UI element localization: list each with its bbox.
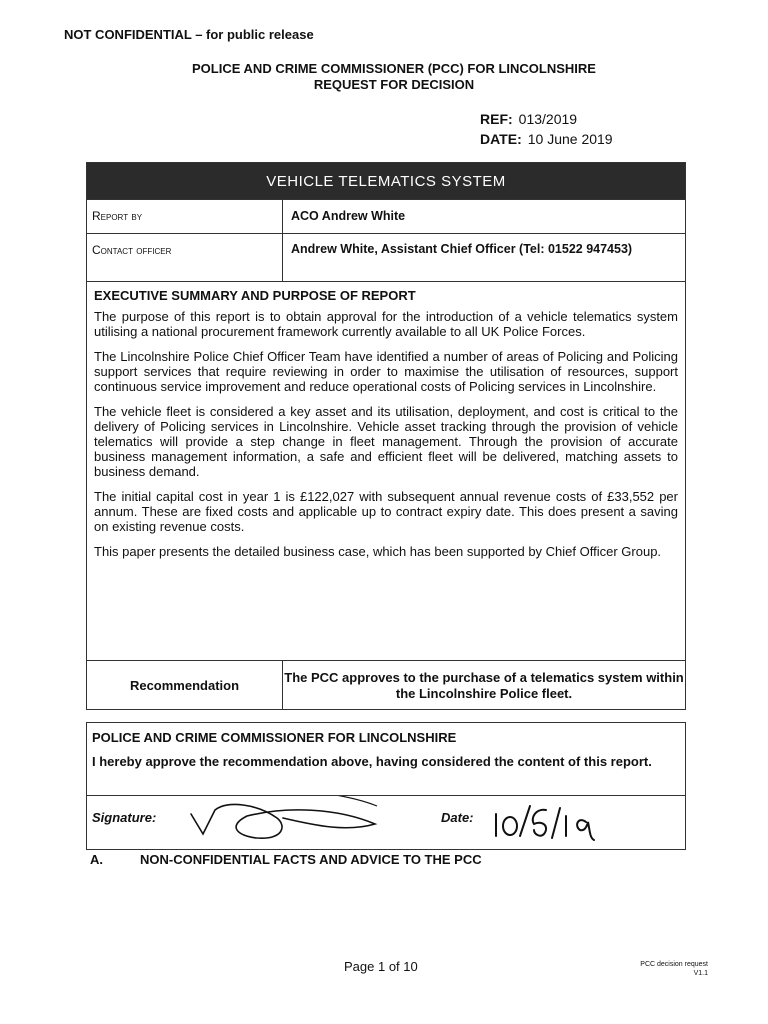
subject-header: VEHICLE TELEMATICS SYSTEM <box>87 163 685 199</box>
signature-row <box>87 795 685 849</box>
summary-paragraph: The purpose of this report is to obtain approval for the introduction of a vehicle telematics system utilising a national procurement framework currently available to all UK Police Forces. <box>94 309 678 339</box>
doc-type: PCC decision request <box>640 961 708 968</box>
reference <box>480 111 577 127</box>
date-label: DATE: <box>480 131 522 147</box>
recommendation-value: The PCC approves to the purchase of a telematics system within the Lincolnshire Police fleet. <box>284 670 684 701</box>
pcc-approval-text: I hereby approve the recommendation above, having considered the content of this report. <box>92 754 652 769</box>
pcc-approval-title: POLICE AND CRIME COMMISSIONER FOR LINCOLNSHIRE <box>92 730 457 745</box>
section-a-heading <box>90 852 482 867</box>
document-title: POLICE AND CRIME COMMISSIONER (PCC) FOR LINCOLNSHIRE <box>192 61 596 76</box>
section-a-title: NON-CONFIDENTIAL FACTS AND ADVICE TO THE PCC <box>140 852 482 867</box>
document-date <box>480 131 613 147</box>
section-a-number: A. <box>90 852 103 867</box>
signature-label: Signature: <box>92 810 157 825</box>
doc-version: V1.1 <box>693 970 708 977</box>
summary-paragraph: The Lincolnshire Police Chief Officer Team have identified a number of areas of Policing and Policing support services that require reviewing in order to maximise the utilisation of resources, support continuous service improvement and reduce operational costs of Policing services in Lincolnshire. <box>94 349 678 394</box>
confidentiality-notice: NOT CONFIDENTIAL – for public release <box>64 27 314 42</box>
contact-officer-label: Contact officer <box>87 234 283 281</box>
summary-paragraph: The initial capital cost in year 1 is £122,027 with subsequent annual revenue costs of £33,552 per annum. These are fixed costs and applicable up to contract expiry date. This does present a saving on existing revenue costs. <box>94 489 678 534</box>
recommendation-row <box>87 660 685 710</box>
ref-label: REF: <box>480 111 513 127</box>
handwritten-date-icon <box>490 802 600 842</box>
decision-request-table <box>86 162 686 710</box>
date-value: 10 June 2019 <box>527 131 613 147</box>
handwritten-signature-icon <box>187 796 387 846</box>
contact-officer-row <box>87 233 685 281</box>
pcc-approval-box <box>86 722 686 850</box>
document-version <box>600 960 708 978</box>
contact-officer-value: Andrew White, Assistant Chief Officer (Tel: 01522 947453) <box>291 242 633 256</box>
summary-paragraph: The vehicle fleet is considered a key asset and its utilisation, deployment, and cost is critical to the delivery of Policing services in Lincolnshire. Vehicle asset tracking through the provision of vehicle telematics will provide a step change in fleet management. Through the provision of accurate business management information, a safe and efficient fleet will be delivered, matching assets to business demand. <box>94 404 678 479</box>
report-by-label: Report by <box>87 200 283 233</box>
report-by-row <box>87 199 685 233</box>
document-subtitle: REQUEST FOR DECISION <box>313 77 475 92</box>
report-by-value: ACO Andrew White <box>291 209 406 223</box>
page-number: Page 1 of 10 <box>344 959 418 974</box>
summary-paragraph: This paper presents the detailed business case, which has been supported by Chief Officer Group. <box>94 544 662 559</box>
executive-summary <box>87 281 685 569</box>
date-label: Date: <box>441 810 474 825</box>
ref-value: 013/2019 <box>518 111 578 127</box>
recommendation-label: Recommendation <box>87 661 283 710</box>
executive-summary-heading: EXECUTIVE SUMMARY AND PURPOSE OF REPORT <box>94 288 416 303</box>
